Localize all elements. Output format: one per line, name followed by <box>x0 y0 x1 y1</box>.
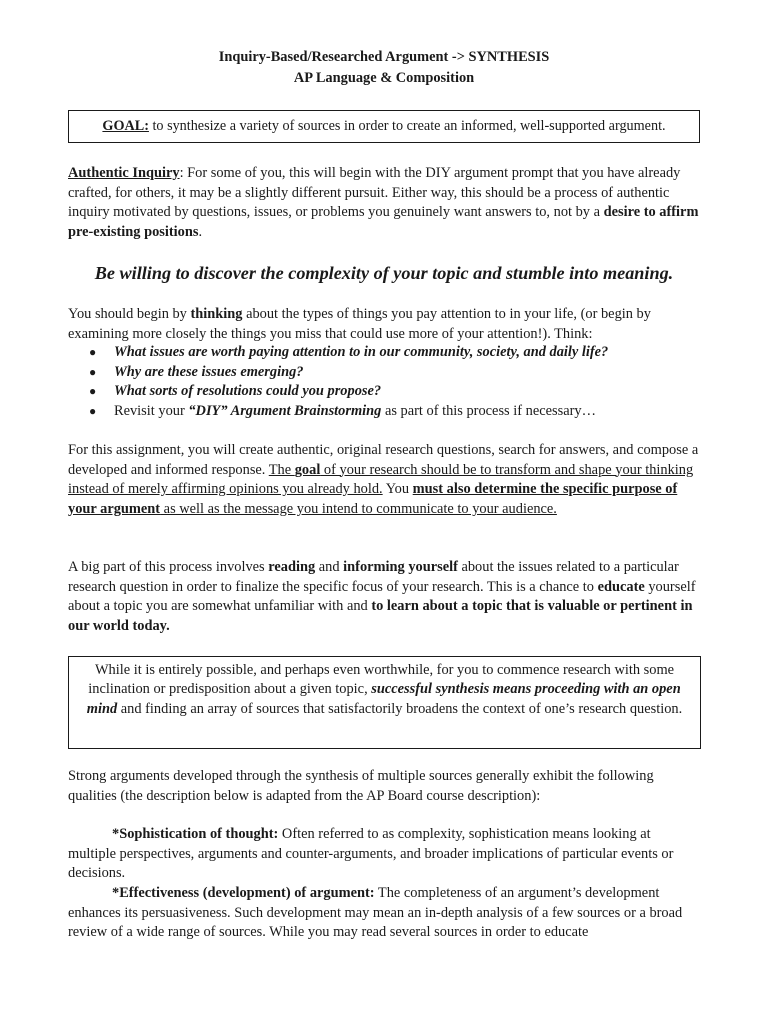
quality-sophistication <box>68 825 702 884</box>
reading-paragraph <box>68 558 702 636</box>
reading-bold-3: educate <box>597 578 645 595</box>
authentic-inquiry-text: : For some of you, this will begin with the DIY argument prompt that you have already crafted, for others, it may be a slightly different pursuit. Either way, this should be a process of authentic inquiry motivated by questions, issues, or problems you genuinely want answers to, not by a <box>68 165 681 221</box>
assignment-underline-3: as well as the message you intend to communicate to your audience. <box>160 500 557 517</box>
quality-effectiveness <box>68 884 702 943</box>
authentic-inquiry-end: . <box>198 223 203 240</box>
document-subtitle: AP Language & Composition <box>293 70 475 86</box>
list-item-text: Why are these issues emerging? <box>114 363 304 380</box>
authentic-inquiry-paragraph <box>68 164 702 242</box>
quality-sophistication-text: Often referred to as complexity, sophistication means looking at multiple perspectives, arguments and counter-arguments, and broader implications of particular events or decisions. <box>68 826 674 882</box>
goal-text: to synthesize a variety of sources in order to create an informed, well-supported argument. <box>148 118 666 134</box>
list-item <box>68 343 708 363</box>
reading-text-1: A big part of this process involves <box>68 559 269 575</box>
reading-text-3: about the issues related to a particular research question in order to finalize the specific focus of your research. This is a chance to <box>68 559 679 595</box>
begin-paragraph <box>68 305 702 344</box>
authentic-inquiry-label: Authentic Inquiry <box>68 165 180 181</box>
begin-bold: thinking <box>190 306 243 322</box>
bullet-icon: ● <box>89 364 97 379</box>
section-heading: Be willing to discover the complexity of your topic and stumble into meaning. <box>94 263 674 283</box>
list-item <box>68 402 708 422</box>
reading-bold-2: informing yourself <box>343 559 458 575</box>
begin-post: about the types of things you pay attention to in your life, (or begin by examining more closely the things you miss that could use more of your attention!). Think: <box>68 306 651 342</box>
quality-effectiveness-text: The completeness of an argument’s development enhances its persuasiveness. Such development may mean an in-depth analysis of a few sources or a broad review of a wide range of sources. While you may read several sources in order to educate <box>68 885 683 941</box>
bullet-icon: ● <box>89 403 97 418</box>
goal-box <box>68 110 700 143</box>
list-item-text-end: as part of this process if necessary… <box>381 402 596 419</box>
list-item-text: Revisit your <box>114 402 189 419</box>
reading-bold-4: to learn about a topic that is valuable or pertinent in our world today. <box>68 598 693 634</box>
list-item <box>68 363 708 383</box>
quality-effectiveness-label: *Effectiveness (development) of argument: <box>112 885 375 901</box>
open-mind-box <box>68 656 701 749</box>
mind-emphasis: successful synthesis means proceeding with an open mind <box>86 681 681 717</box>
list-item-emphasis: “DIY” Argument Brainstorming <box>188 402 382 419</box>
mind-text-2: and finding an array of sources that satisfactorily broadens the context of one’s research question. <box>117 700 683 717</box>
assignment-emphasis: must also determine the specific purpose of your argument <box>68 481 678 517</box>
assignment-text-2: You <box>382 481 413 498</box>
mind-text-1: While it is entirely possible, and perhaps even worthwhile, for you to commence research with some inclination or predisposition about a given topic, <box>88 662 675 698</box>
assignment-underline-2: of your research should be to transform and shape your thinking instead of merely affirming opinions you already hold. <box>68 461 694 498</box>
bullet-icon: ● <box>89 345 97 359</box>
quality-sophistication-label: *Sophistication of thought: <box>112 826 279 842</box>
assignment-paragraph <box>68 441 702 519</box>
begin-pre: You should begin by <box>68 306 191 322</box>
assignment-text: For this assignment, you will create authentic, original research questions, search for answers, and compose a developed and informed response. <box>68 442 699 478</box>
assignment-goal: goal <box>294 461 321 478</box>
assignment-underline: The <box>268 461 295 478</box>
reading-text-4: yourself about a topic you are somewhat unfamiliar with and <box>68 578 696 615</box>
goal-label: GOAL: <box>102 118 149 134</box>
reading-text-2: and <box>315 559 344 575</box>
reading-bold-1: reading <box>268 559 316 575</box>
list-item <box>68 382 708 402</box>
authentic-inquiry-emphasis: desire to affirm pre-existing positions <box>68 204 699 240</box>
qualities-intro: Strong arguments developed through the synthesis of multiple sources generally exhibit the following qualities (the description below is adapted from the AP Board course description): <box>68 768 654 804</box>
list-item-text: What sorts of resolutions could you propose? <box>114 383 382 400</box>
bullet-icon: ● <box>89 384 97 399</box>
document-title: Inquiry-Based/Researched Argument -> SYNTHESIS <box>218 49 550 65</box>
list-item-text: What issues are worth paying attention to in our community, society, and daily life? <box>114 344 609 360</box>
question-list <box>68 343 708 421</box>
